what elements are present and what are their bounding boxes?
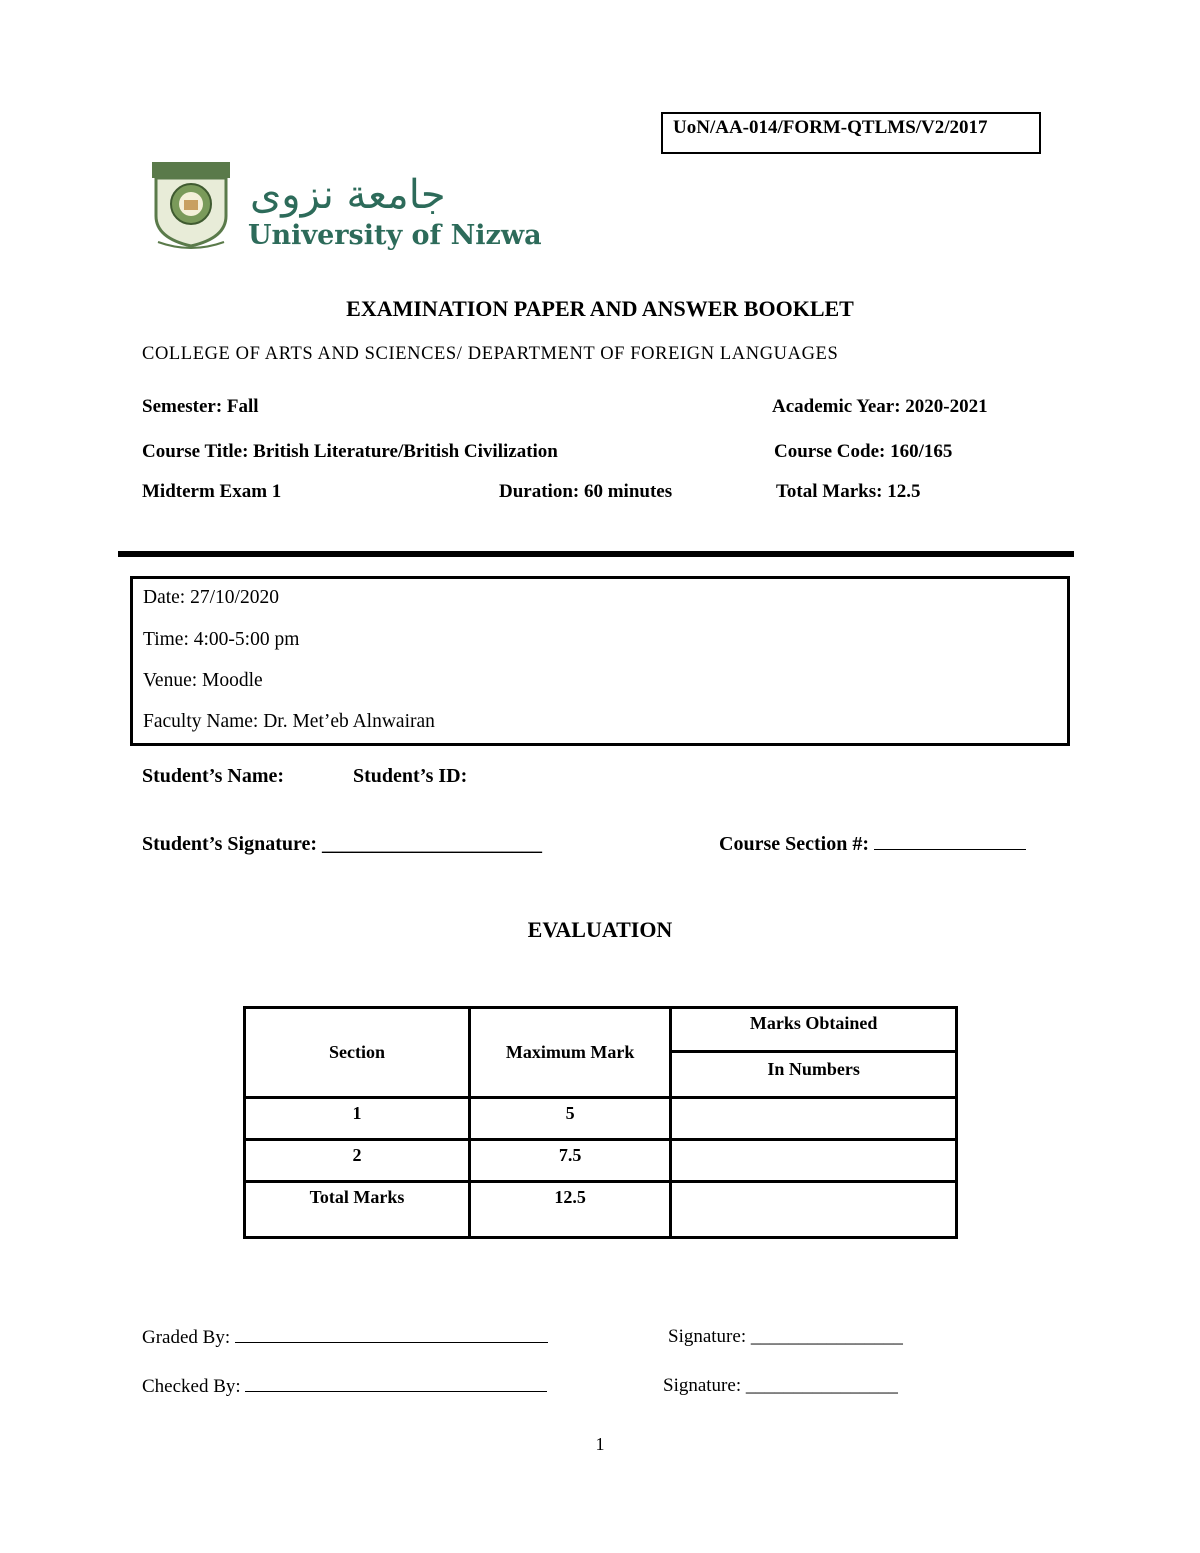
row-max-mark: 12.5 bbox=[469, 1182, 670, 1238]
divider-rule bbox=[118, 551, 1074, 557]
course-code: Course Code: 160/165 bbox=[774, 441, 953, 462]
signature-1: Signature: ________________ bbox=[668, 1326, 903, 1347]
header-marks-obtained: Marks Obtained bbox=[671, 1008, 957, 1052]
academic-year: Academic Year: 2020-2021 bbox=[772, 396, 988, 417]
logo-arabic-text: جامعة نزوى bbox=[250, 172, 446, 218]
checked-by-label: Checked By: bbox=[142, 1376, 241, 1397]
student-id-label: Student’s ID: bbox=[353, 765, 468, 787]
faculty-name: Faculty Name: Dr. Met’eb Alnwairan bbox=[143, 711, 435, 732]
row-section: 2 bbox=[245, 1140, 470, 1182]
row-section: 1 bbox=[245, 1098, 470, 1140]
exam-info-box bbox=[130, 576, 1070, 746]
form-code-box bbox=[661, 112, 1041, 154]
course-section-blank[interactable] bbox=[874, 833, 1026, 850]
signature-2: Signature: ________________ bbox=[663, 1375, 898, 1396]
row-marks-obtained[interactable] bbox=[671, 1140, 957, 1182]
exam-venue: Venue: Moodle bbox=[143, 670, 263, 691]
graded-by-field bbox=[142, 1326, 548, 1349]
exam-date: Date: 27/10/2020 bbox=[143, 587, 279, 608]
course-title: Course Title: British Literature/British Civilization bbox=[142, 441, 558, 462]
duration: Duration: 60 minutes bbox=[499, 481, 673, 502]
table-row bbox=[245, 1182, 957, 1238]
evaluation-table bbox=[243, 1006, 958, 1239]
evaluation-heading: EVALUATION bbox=[527, 917, 673, 942]
row-section: Total Marks bbox=[245, 1182, 470, 1238]
checked-by-blank[interactable] bbox=[245, 1375, 547, 1392]
student-signature-label: Student’s Signature: ______________________ bbox=[142, 833, 543, 855]
row-marks-obtained[interactable] bbox=[671, 1182, 957, 1238]
university-emblem-icon bbox=[150, 158, 542, 254]
course-section-field bbox=[719, 833, 1026, 856]
total-marks: Total Marks: 12.5 bbox=[776, 481, 921, 502]
row-max-mark: 5 bbox=[469, 1098, 670, 1140]
header-max-mark: Maximum Mark bbox=[469, 1008, 670, 1098]
course-section-label: Course Section #: bbox=[719, 833, 869, 855]
table-row bbox=[245, 1098, 957, 1140]
semester: Semester: Fall bbox=[142, 396, 259, 417]
graded-by-label: Graded By: bbox=[142, 1327, 231, 1348]
checked-by-field bbox=[142, 1375, 547, 1398]
page-number: 1 bbox=[595, 1434, 605, 1454]
graded-by-blank[interactable] bbox=[235, 1326, 548, 1343]
table-row bbox=[245, 1140, 957, 1182]
header-in-numbers: In Numbers bbox=[671, 1052, 957, 1098]
header-section: Section bbox=[245, 1008, 470, 1098]
row-marks-obtained[interactable] bbox=[671, 1098, 957, 1140]
form-code: UoN/AA-014/FORM-QTLMS/V2/2017 bbox=[673, 117, 988, 138]
university-logo bbox=[150, 158, 542, 254]
page-title: EXAMINATION PAPER AND ANSWER BOOKLET bbox=[346, 296, 854, 321]
student-name-label: Student’s Name: bbox=[142, 765, 285, 787]
college-name: COLLEGE OF ARTS AND SCIENCES/ DEPARTMENT OF FOREIGN LANGUAGES bbox=[142, 344, 839, 364]
exam-time: Time: 4:00-5:00 pm bbox=[143, 629, 300, 650]
exam-name: Midterm Exam 1 bbox=[142, 481, 282, 502]
logo-latin-text: University of Nizwa bbox=[248, 220, 542, 251]
row-max-mark: 7.5 bbox=[469, 1140, 670, 1182]
